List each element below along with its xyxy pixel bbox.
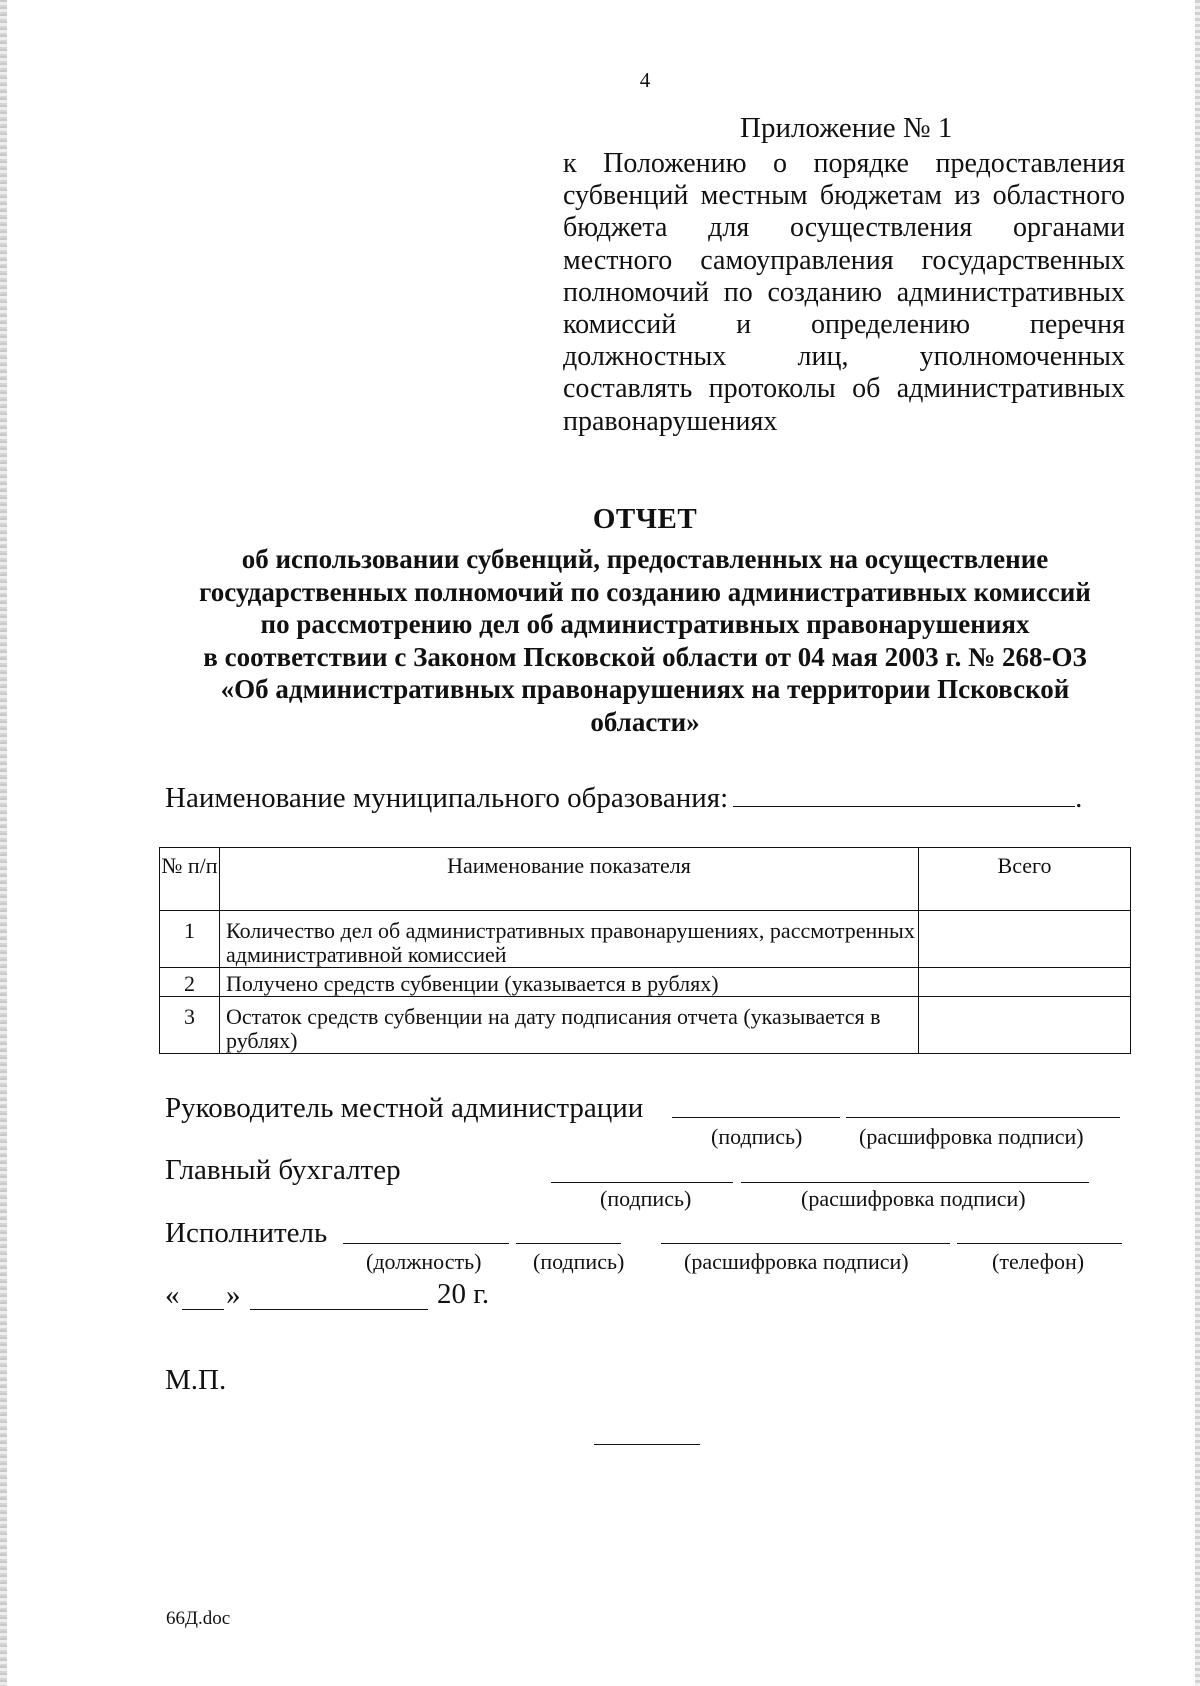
- executor-decoding-caption: (расшифровка подписи): [684, 1249, 909, 1274]
- executor-decoding-line[interactable]: [661, 1243, 950, 1244]
- row-total[interactable]: [919, 911, 1131, 968]
- report-subtitle: [130, 543, 1160, 738]
- subtitle-line: «Об административных правонарушениях на территории Псковской: [220, 674, 1070, 704]
- date-month-line[interactable]: [250, 1309, 428, 1310]
- end-divider: [594, 1444, 700, 1445]
- executor-label: Исполнитель: [165, 1217, 328, 1249]
- table-row: [160, 911, 1131, 968]
- date-close-quote: »: [226, 1279, 241, 1311]
- appendix-text: [563, 148, 1125, 438]
- appendix-line: бюджета для осуществления органами: [563, 212, 1125, 244]
- appendix-line: местного самоуправления государственных: [563, 244, 1125, 276]
- subtitle-line: области»: [590, 706, 700, 737]
- head-signature-line[interactable]: [672, 1117, 840, 1118]
- appendix-line: составлять протоколы об административных: [563, 373, 1125, 405]
- executor-position-caption: (должность): [366, 1249, 482, 1274]
- row-total[interactable]: [919, 968, 1131, 997]
- subtitle-line: государственных полномочий по созданию административных комиссий: [199, 576, 1091, 607]
- scan-edge-left: [0, 0, 7, 1686]
- row-total[interactable]: [919, 997, 1131, 1054]
- date-day-line[interactable]: [182, 1309, 224, 1310]
- date-open-quote: «: [165, 1279, 180, 1311]
- head-decoding-line[interactable]: [846, 1117, 1120, 1118]
- scan-edge-right: [1195, 0, 1200, 1686]
- appendix-line: правонарушениях: [563, 405, 778, 437]
- indicators-table: [159, 847, 1131, 1054]
- footer-filename: 66Д.doc: [166, 1608, 231, 1629]
- row-name: Количество дел об административных правонарушениях, рассмотренных административной комиссией: [220, 911, 919, 968]
- executor-phone-line[interactable]: [957, 1243, 1122, 1244]
- row-name: Остаток средств субвенции на дату подписания отчета (указывается в рублях): [220, 997, 919, 1054]
- appendix-line: должностных лиц, уполномоченных: [563, 341, 1125, 373]
- accountant-decoding-caption: (расшифровка подписи): [801, 1186, 1026, 1211]
- subtitle-line: по рассмотрению дел об административных правонарушениях: [260, 609, 1030, 639]
- municipality-blank[interactable]: [733, 780, 1075, 807]
- report-title: ОТЧЕТ: [592, 503, 698, 535]
- row-num: 2: [160, 968, 220, 997]
- head-signature-caption: (подпись): [711, 1124, 803, 1149]
- table-row: [160, 968, 1131, 997]
- accountant-signature-caption: (подпись): [600, 1186, 692, 1211]
- header-name: Наименование показателя: [220, 848, 919, 911]
- municipality-field: [165, 780, 1082, 815]
- executor-phone-caption: (телефон): [992, 1249, 1085, 1274]
- accountant-decoding-line[interactable]: [741, 1182, 1089, 1183]
- municipality-period: .: [1075, 782, 1083, 814]
- executor-signature-line[interactable]: [516, 1243, 621, 1244]
- appendix-line: полномочий по созданию административных: [563, 276, 1125, 308]
- appendix-line: к Положению о порядке предоставления: [563, 148, 1125, 179]
- accountant-signature-line[interactable]: [551, 1182, 733, 1183]
- head-decoding-caption: (расшифровка подписи): [859, 1124, 1084, 1149]
- table-row: [160, 997, 1131, 1054]
- subtitle-line: об использовании субвенций, предоставленных на осуществление: [241, 544, 1049, 574]
- appendix-title: Приложение № 1: [740, 112, 953, 144]
- head-label: Руководитель местной администрации: [165, 1092, 644, 1124]
- executor-signature-caption: (подпись): [533, 1249, 625, 1274]
- subtitle-line: в соответствии с Законом Псковской области от 04 мая 2003 г. № 268-ОЗ: [203, 641, 1087, 672]
- municipality-label: Наименование муниципального образования:: [165, 782, 729, 814]
- appendix-line: субвенций местным бюджетам из областного: [563, 180, 1125, 212]
- page-number: 4: [639, 68, 651, 92]
- row-num: 3: [160, 997, 220, 1054]
- executor-position-line[interactable]: [343, 1243, 509, 1244]
- row-num: 1: [160, 911, 220, 968]
- table-header-row: [160, 848, 1131, 911]
- date-year: 20 г.: [437, 1278, 490, 1310]
- appendix-line: комиссий и определению перечня: [563, 309, 1125, 341]
- stamp-label: М.П.: [165, 1364, 227, 1396]
- header-num: № п/п: [160, 848, 220, 911]
- row-name: Получено средств субвенции (указывается в рублях): [220, 968, 919, 997]
- accountant-label: Главный бухгалтер: [165, 1154, 401, 1186]
- header-total: Всего: [919, 848, 1131, 911]
